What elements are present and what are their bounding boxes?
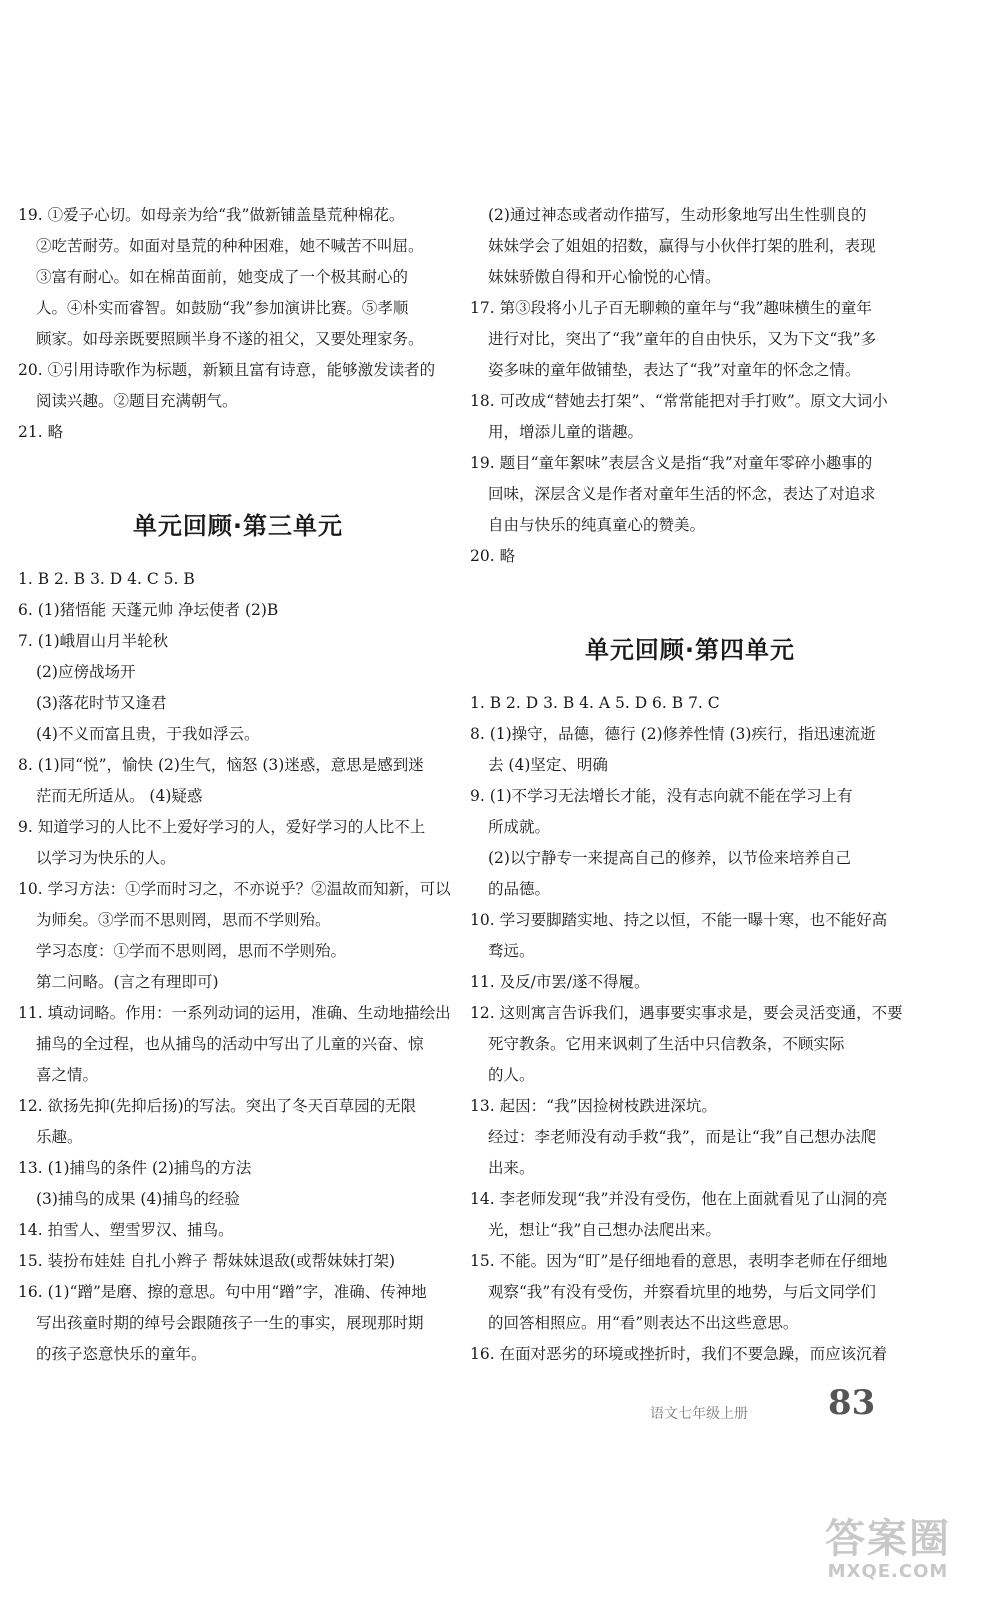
text-line: 死守教条。它用来讽刺了生活中只信教条，不顾实际 <box>488 1035 845 1053</box>
text-line: (3)捕鸟的成果 (4)捕鸟的经验 <box>36 1190 240 1208</box>
text-line: ②吃苦耐劳。如面对垦荒的种种困难，她不喊苦不叫屈。 <box>36 237 424 255</box>
text-line: (3)落花时节又逢君 <box>36 694 167 712</box>
text-line: 11. 及反/市罢/遂不得履。 <box>470 973 650 991</box>
text-line: 16. (1)“蹭”是磨、擦的意思。句中用“蹭”字，准确、传神地 <box>18 1283 427 1301</box>
text-line: 进行对比，突出了“我”童年的自由快乐，又为下文“我”多 <box>488 330 877 348</box>
page-footer <box>650 1383 876 1433</box>
text-line: 12. 欲扬先抑(先抑后扬)的写法。突出了冬天百草园的无限 <box>18 1097 417 1115</box>
watermark-main-text: 答案圈 <box>825 1516 951 1562</box>
text-line: 10. 学习方法：①学而时习之，不亦说乎？②温故而知新，可以 <box>18 880 451 898</box>
text-line: 光，想让“我”自己想办法爬出来。 <box>488 1221 721 1239</box>
text-line: 的孩子恣意快乐的童年。 <box>36 1345 207 1363</box>
text-line: 经过：李老师没有动手救“我”，而是让“我”自己想办法爬 <box>488 1128 877 1146</box>
text-line: 的人。 <box>488 1066 535 1084</box>
watermark-logo <box>798 1517 978 1582</box>
text-line: 14. 李老师发现“我”并没有受伤，他在上面就看见了山洞的亮 <box>470 1190 888 1208</box>
text-line: 15. 不能。因为“盯”是仔细地看的意思，表明李老师在仔细地 <box>470 1252 888 1270</box>
text-line: 乐趣。 <box>36 1128 83 1146</box>
text-line: 16. 在面对恶劣的环境或挫折时，我们不要急躁，而应该沉着 <box>470 1345 888 1363</box>
text-line: 用，增添儿童的谐趣。 <box>488 423 644 441</box>
text-line: 8. (1)同“悦”，愉快 (2)生气，恼怒 (3)迷惑，意思是感到迷 <box>18 756 424 774</box>
text-line: 第二问略。(言之有理即可) <box>36 973 219 991</box>
text-line: 19. 题目“童年絮味”表层含义是指“我”对童年零碎小趣事的 <box>470 454 873 472</box>
watermark-url: MXQE.COM <box>827 1561 949 1582</box>
text-line: 捕鸟的全过程，也从捕鸟的活动中写出了儿童的兴奋、惊 <box>36 1035 424 1053</box>
text-line: 9. (1)不学习无法增长才能，没有志向就不能在学习上有 <box>470 787 853 805</box>
text-line: 自由与快乐的纯真童心的赞美。 <box>488 516 706 534</box>
right-column <box>470 200 910 1370</box>
text-line: 观察“我”有没有受伤，并察看坑里的地势，与后文同学们 <box>488 1283 876 1301</box>
text-line: 6. (1)猪悟能 天蓬元帅 净坛使者 (2)B <box>18 601 279 619</box>
text-line: 10. 学习要脚踏实地、持之以恒，不能一曝十寒，也不能好高 <box>470 911 888 929</box>
text-line: 人。④朴实而睿智。如鼓励“我”参加演讲比赛。⑤孝顺 <box>36 299 409 317</box>
text-line: 所成就。 <box>488 818 551 836</box>
left-column <box>18 200 458 1370</box>
text-line: (2)以宁静专一来提高自己的修养，以节俭来培养自己 <box>488 849 851 867</box>
text-line: 以学习为快乐的人。 <box>36 849 176 867</box>
text-line: 13. 起因：“我”因捡树枝跌进深坑。 <box>470 1097 717 1115</box>
section-title-unit-3: 单元回顾·第三单元 <box>132 512 344 540</box>
section-title-unit-4: 单元回顾·第四单元 <box>584 636 796 664</box>
answer-block-a <box>18 200 458 448</box>
text-line: 写出孩童时期的绰号会跟随孩子一生的事实，展现那时期 <box>36 1314 424 1332</box>
text-line: 阅读兴趣。②题目充满朝气。 <box>36 392 238 410</box>
text-line: 21. 略 <box>18 423 64 441</box>
text-line: 妹妹骄傲自得和开心愉悦的心情。 <box>488 268 721 286</box>
book-label: 语文七年级上册 <box>650 1406 748 1422</box>
text-line: 20. ①引用诗歌作为标题，新颖且富有诗意，能够激发读者的 <box>18 361 436 379</box>
text-line: (2)应傍战场开 <box>36 663 136 681</box>
text-line: 的回答相照应。用“看”则表达不出这些意思。 <box>488 1314 799 1332</box>
text-line: 为师矣。③学而不思则罔，思而不学则殆。 <box>36 911 331 929</box>
text-line: (4)不义而富且贵，于我如浮云。 <box>36 725 260 743</box>
text-line: 喜之情。 <box>36 1066 99 1084</box>
page-number: 83 <box>828 1383 876 1423</box>
text-line: 1. B 2. B 3. D 4. C 5. B <box>18 570 195 588</box>
text-line: 12. 这则寓言告诉我们，遇事要实事求是，要会灵活变通，不要 <box>470 1004 903 1022</box>
text-line: 13. (1)捕鸟的条件 (2)捕鸟的方法 <box>18 1159 252 1177</box>
text-line: 出来。 <box>488 1159 535 1177</box>
text-line: 去 (4)坚定、明确 <box>488 756 608 774</box>
text-line: 回味，深层含义是作者对童年生活的怀念，表达了对追求 <box>488 485 876 503</box>
text-line: 茫而无所适从。 (4)疑惑 <box>36 787 203 805</box>
text-line: ③富有耐心。如在棉苗面前，她变成了一个极其耐心的 <box>36 268 409 286</box>
answer-block-a <box>470 200 910 572</box>
text-line: 的品德。 <box>488 880 551 898</box>
text-line: 15. 装扮布娃娃 自扎小辫子 帮妹妹退敌(或帮妹妹打架) <box>18 1252 396 1270</box>
answer-block-b <box>18 564 458 1370</box>
text-line: 妹妹学会了姐姐的招数，赢得与小伙伴打架的胜利，表现 <box>488 237 876 255</box>
answer-block-b <box>470 688 910 1370</box>
text-line: 姿多味的童年做铺垫，表达了“我”对童年的怀念之情。 <box>488 361 861 379</box>
text-line: 学习态度：①学而不思则罔，思而不学则殆。 <box>36 942 347 960</box>
text-line: 1. B 2. D 3. B 4. A 5. D 6. B 7. C <box>470 694 720 712</box>
text-line: 骛远。 <box>488 942 535 960</box>
text-line: (2)通过神态或者动作描写，生动形象地写出生性驯良的 <box>488 206 867 224</box>
text-line: 9. 知道学习的人比不上爱好学习的人，爱好学习的人比不上 <box>18 818 426 836</box>
text-line: 11. 填动词略。作用：一系列动词的运用，准确、生动地描绘出 <box>18 1004 451 1022</box>
text-line: 20. 略 <box>470 547 516 565</box>
text-line: 7. (1)峨眉山月半轮秋 <box>18 632 169 650</box>
text-line: 19. ①爱子心切。如母亲为给“我”做新铺盖垦荒种棉花。 <box>18 206 405 224</box>
text-line: 8. (1)操守，品德，德行 (2)修养性情 (3)疾行，指迅速流逝 <box>470 725 876 743</box>
text-line: 14. 拍雪人、塑雪罗汉、捕鸟。 <box>18 1221 234 1239</box>
text-line: 18. 可改成“替她去打架”、“常常能把对手打败”。原文大词小 <box>470 392 888 410</box>
text-line: 17. 第③段将小儿子百无聊赖的童年与“我”趣味横生的童年 <box>470 299 872 317</box>
text-line: 顾家。如母亲既要照顾半身不遂的祖父，又要处理家务。 <box>36 330 424 348</box>
